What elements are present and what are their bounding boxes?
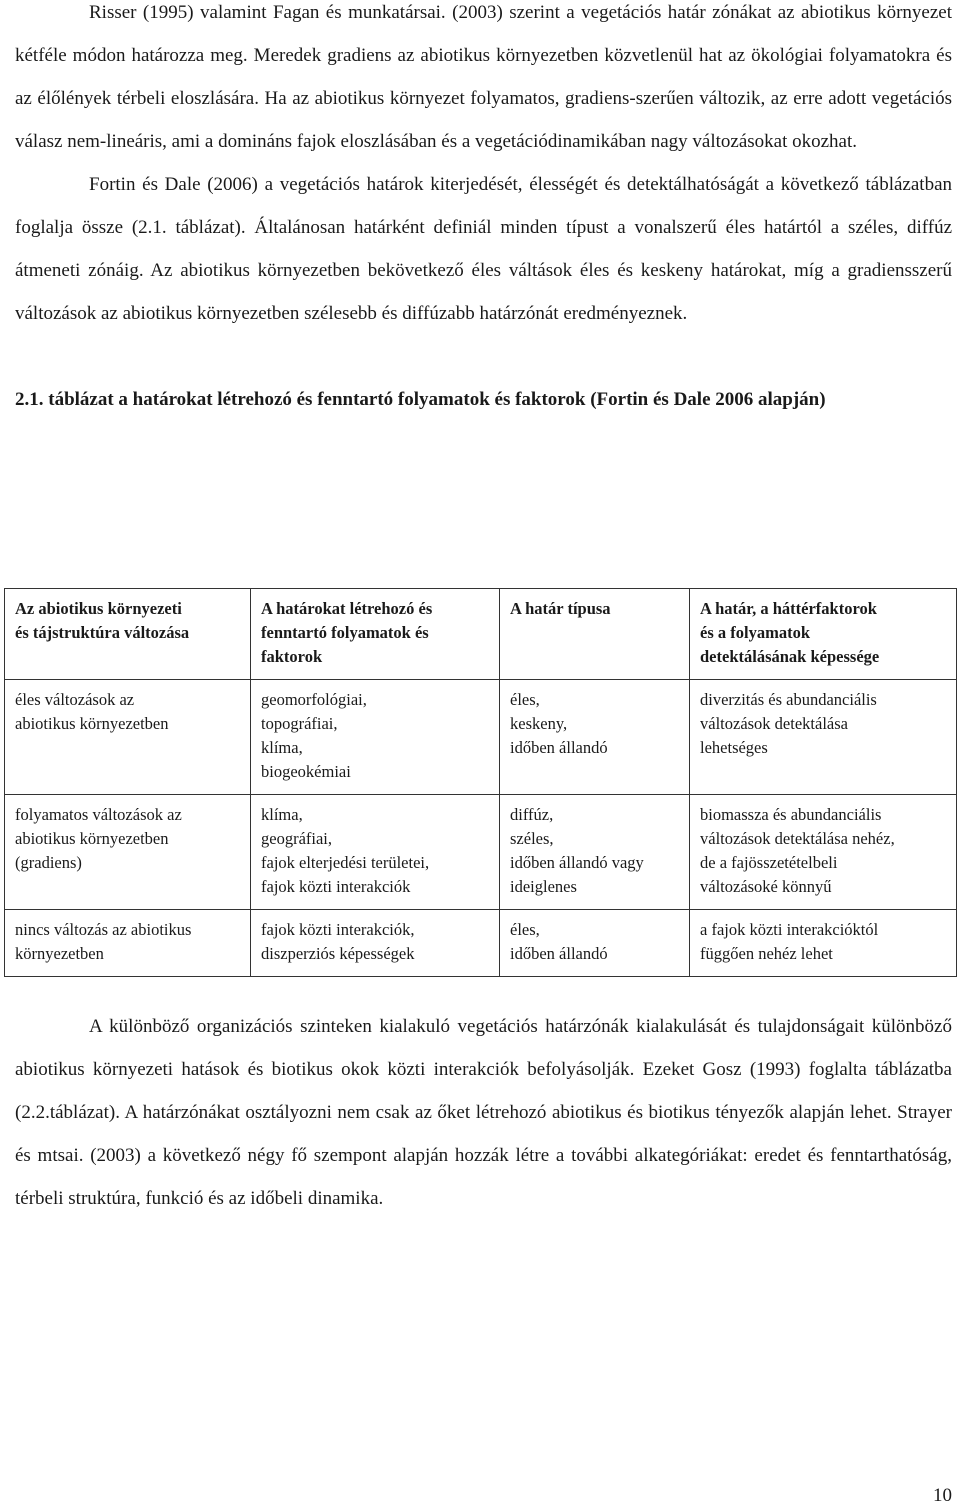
cell-line: biogeokémiai [261,762,351,781]
header-cell [251,589,500,680]
table-cell [5,680,251,795]
table-row [5,680,957,795]
table-cell [500,795,690,910]
cell-line: biomassza és abundanciális [700,805,882,824]
paragraph-risser: Risser (1995) valamint Fagan és munkatársai. (2003) szerint a vegetációs határ zónákat az abiotikus környezet kétféle módon határozza meg. Meredek gradiens az abiotikus környezetben közvetlenül hat az ökológiai folyamatokra és az élőlények térbeli eloszlására. Ha az abiotikus környezet folyamatos, gradiens-szerűen változik, az erre adott vegetációs válasz nem-lineáris, ami a domináns fajok eloszlásában és a vegetációdinamikában nagy változásokat okozhat. [15,2,952,152]
cell-line: változások detektálása [700,714,848,733]
cell-line: fenntartó folyamatok és [261,623,429,642]
table-cell [500,680,690,795]
cell-line: fajok elterjedési területei, [261,853,430,872]
cell-line: topográfiai, [261,714,338,733]
page-body-bottom [15,1005,952,1220]
header-cell [5,589,251,680]
cell-line: diverzitás és abundanciális [700,690,877,709]
cell-line: éles változások az [15,690,135,709]
cell-line: klíma, [261,805,303,824]
cell-line: abiotikus környezetben [15,714,169,733]
cell-line: függően nehéz lehet [700,944,833,963]
cell-line: éles, [510,690,540,709]
cell-line: abiotikus környezetben [15,829,169,848]
cell-line: változásoké könnyű [700,877,832,896]
paragraph-fortin-dale: Fortin és Dale (2006) a vegetációs határok kiterjedését, élességét és detektálhatóságát a következő táblázatban foglalja össze (2.1. táblázat). Általánosan határként definiál minden típust a vonalszerű éles határtól a széles, diffúz átmeneti zónáig. Az abiotikus környezetben bekövetkező éles váltások éles és keskeny határokat, míg a gradiensszerű változások az abiotikus környezetben szélesebb és diffúzabb határzónát eredményeznek. [15,174,952,324]
cell-line: Az abiotikus környezeti [15,599,182,618]
cell-line: de a fajösszetételbeli [700,853,838,872]
page-number: 10 [933,1485,952,1506]
cell-line: diffúz, [510,805,554,824]
cell-line: faktorok [261,647,323,666]
cell-line: geomorfológiai, [261,690,367,709]
cell-line: éles, [510,920,540,939]
cell-line: nincs változás az abiotikus [15,920,192,939]
boundary-table [4,588,957,977]
table-cell [500,910,690,977]
cell-line: és a folyamatok [700,623,810,642]
table-caption: 2.1. táblázat a határokat létrehozó és fenntartó folyamatok és faktorok (Fortin és Dale 2006 alapján) [15,389,826,410]
cell-line: ideiglenes [510,877,577,896]
cell-line: fajok közti interakciók [261,877,411,896]
paragraph-organizational-levels: A különböző organizációs szinteken kialakuló vegetációs határzónák kialakulását és tulajdonságait különböző abiotikus környezeti hatások és biotikus okok közti interakciók befolyásolják. Ezeket Gosz (1993) foglalta táblázatba (2.2.táblázat). A határzónákat osztályozni nem csak az őket létrehozó abiotikus és biotikus tényezők alapján lehet. Strayer és mtsai. (2003) a következő négy fő szempont alapján hozzák létre a további alkategóriákat: eredet és fenntarthatóság, térbeli struktúra, funkció és az időbeli dinamika. [15,1016,952,1209]
cell-line: (gradiens) [15,853,82,872]
cell-line: környezetben [15,944,104,963]
header-cell [690,589,957,680]
cell-line: változások detektálása nehéz, [700,829,895,848]
cell-line: időben állandó [510,738,608,757]
cell-line: lehetséges [700,738,768,757]
cell-line: folyamatos változások az [15,805,182,824]
cell-line: időben állandó [510,944,608,963]
table-cell [251,910,500,977]
table-row [5,910,957,977]
cell-line: fajok közti interakciók, [261,920,415,939]
table-cell [5,910,251,977]
cell-line: diszperziós képességek [261,944,415,963]
cell-line: A határokat létrehozó és [261,599,433,618]
header-cell [500,589,690,680]
cell-line: A határ, a háttérfaktorok [700,599,877,618]
table-cell [690,680,957,795]
page-body [15,0,952,415]
cell-line: a fajok közti interakcióktól [700,920,879,939]
table-cell [5,795,251,910]
table-header-row [5,589,957,680]
cell-line: geográfiai, [261,829,333,848]
cell-line: és tájstruktúra változása [15,623,190,642]
cell-line: időben állandó vagy [510,853,644,872]
table-cell [690,795,957,910]
table-cell [251,680,500,795]
table-cell [690,910,957,977]
cell-line: A határ típusa [510,599,611,618]
cell-line: keskeny, [510,714,568,733]
cell-line: klíma, [261,738,303,757]
table-row [5,795,957,910]
cell-line: széles, [510,829,554,848]
cell-line: detektálásának képessége [700,647,880,666]
table-cell [251,795,500,910]
